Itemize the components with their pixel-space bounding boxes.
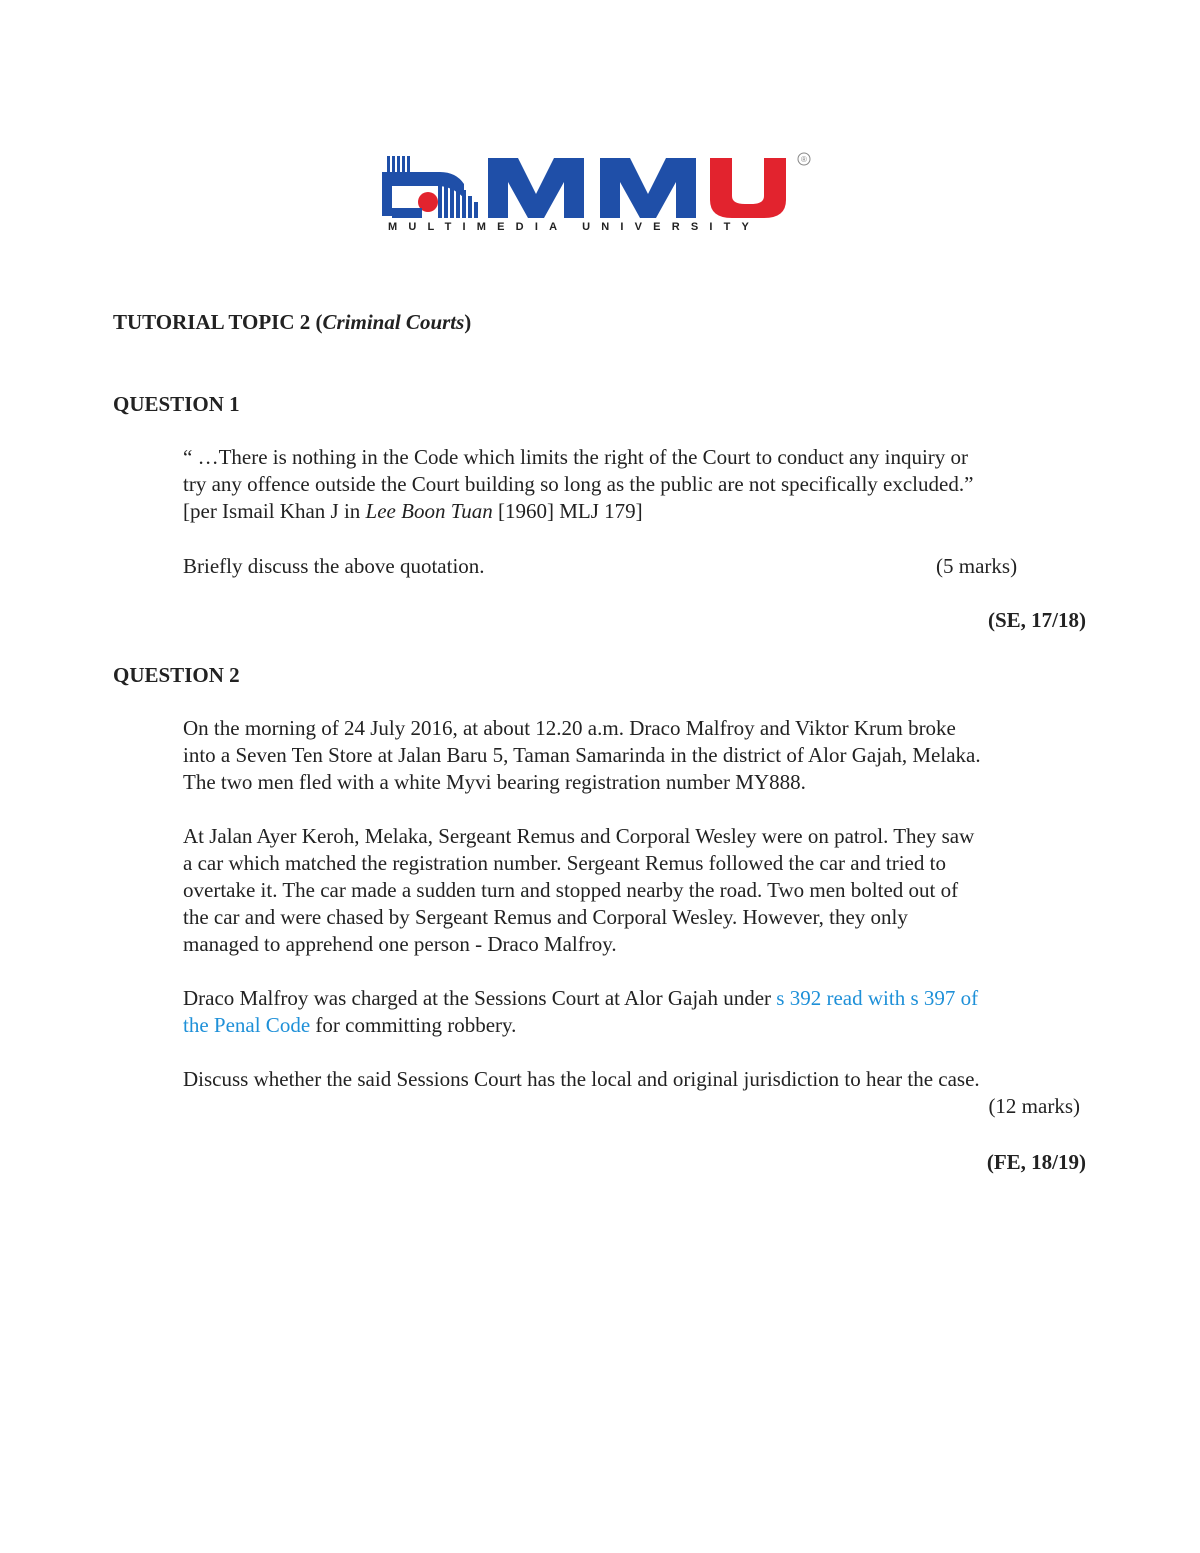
quote-citation: [per Ismail Khan J in Lee Boon Tuan [1960] MLJ 179] xyxy=(183,499,643,523)
registered-mark: ® xyxy=(801,155,807,164)
mmu-logo xyxy=(378,150,903,235)
question-1-marks: (5 marks) xyxy=(936,554,1018,578)
tutorial-title-prefix: TUTORIAL TOPIC 2 ( xyxy=(113,310,323,334)
paragraph-line: the Penal Code for committing robbery. xyxy=(183,1013,517,1037)
question-2-paragraph-1 xyxy=(183,715,1085,796)
paragraph-line: On the morning of 24 July 2016, at about 12.20 a.m. Draco Malfroy and Viktor Krum broke xyxy=(183,716,956,740)
paragraph-line: into a Seven Ten Store at Jalan Baru 5, Taman Samarinda in the district of Alor Gajah, Melaka. xyxy=(183,743,981,767)
quote-line: try any offence outside the Court building so long as the public are not specifically excluded.” xyxy=(183,472,974,496)
question-1-task: Briefly discuss the above quotation. xyxy=(183,554,485,578)
tutorial-title-suffix: ) xyxy=(464,310,472,334)
question-1-source: (SE, 17/18) xyxy=(987,608,1086,632)
logo-subtitle: MULTIMEDIA UNIVERSITY xyxy=(388,221,761,233)
question-2-task: Discuss whether the said Sessions Court has the local and original jurisdiction to hear the case. xyxy=(183,1067,980,1091)
question-2-paragraph-3 xyxy=(183,985,1085,1039)
question-2-source: (FE, 18/19) xyxy=(986,1150,1086,1174)
tutorial-title xyxy=(113,309,471,336)
penal-code-link[interactable]: s 392 read with s 397 of xyxy=(776,986,979,1010)
question-2-marks: (12 marks) xyxy=(988,1094,1080,1118)
quote-line: “ …There is nothing in the Code which limits the right of the Court to conduct any inquiry or xyxy=(183,445,969,469)
question-2-paragraph-2 xyxy=(183,823,1085,958)
question-1-quote xyxy=(183,444,1085,525)
paragraph-line: a car which matched the registration number. Sergeant Remus followed the car and tried to xyxy=(183,851,946,875)
paragraph-line: managed to apprehend one person - Draco Malfroy. xyxy=(183,932,617,956)
paragraph-line: overtake it. The car made a sudden turn and stopped nearby the road. Two men bolted out of xyxy=(183,878,959,902)
mmu-logo-graphic xyxy=(378,150,903,235)
paragraph-line: the car and were chased by Sergeant Remus and Corporal Wesley. However, they only xyxy=(183,905,908,929)
paragraph-line: Draco Malfroy was charged at the Sessions Court at Alor Gajah under s 392 read with s 397 of xyxy=(183,986,979,1010)
question-2-heading: QUESTION 2 xyxy=(113,663,240,687)
paragraph-line: The two men fled with a white Myvi bearing registration number MY888. xyxy=(183,770,806,794)
tutorial-topic: Criminal Courts xyxy=(322,310,465,334)
question-1-heading: QUESTION 1 xyxy=(113,392,240,416)
penal-code-link[interactable]: the Penal Code xyxy=(183,1013,311,1037)
paragraph-line: At Jalan Ayer Keroh, Melaka, Sergeant Remus and Corporal Wesley were on patrol. They saw xyxy=(183,824,975,848)
case-name: Lee Boon Tuan xyxy=(365,499,493,523)
